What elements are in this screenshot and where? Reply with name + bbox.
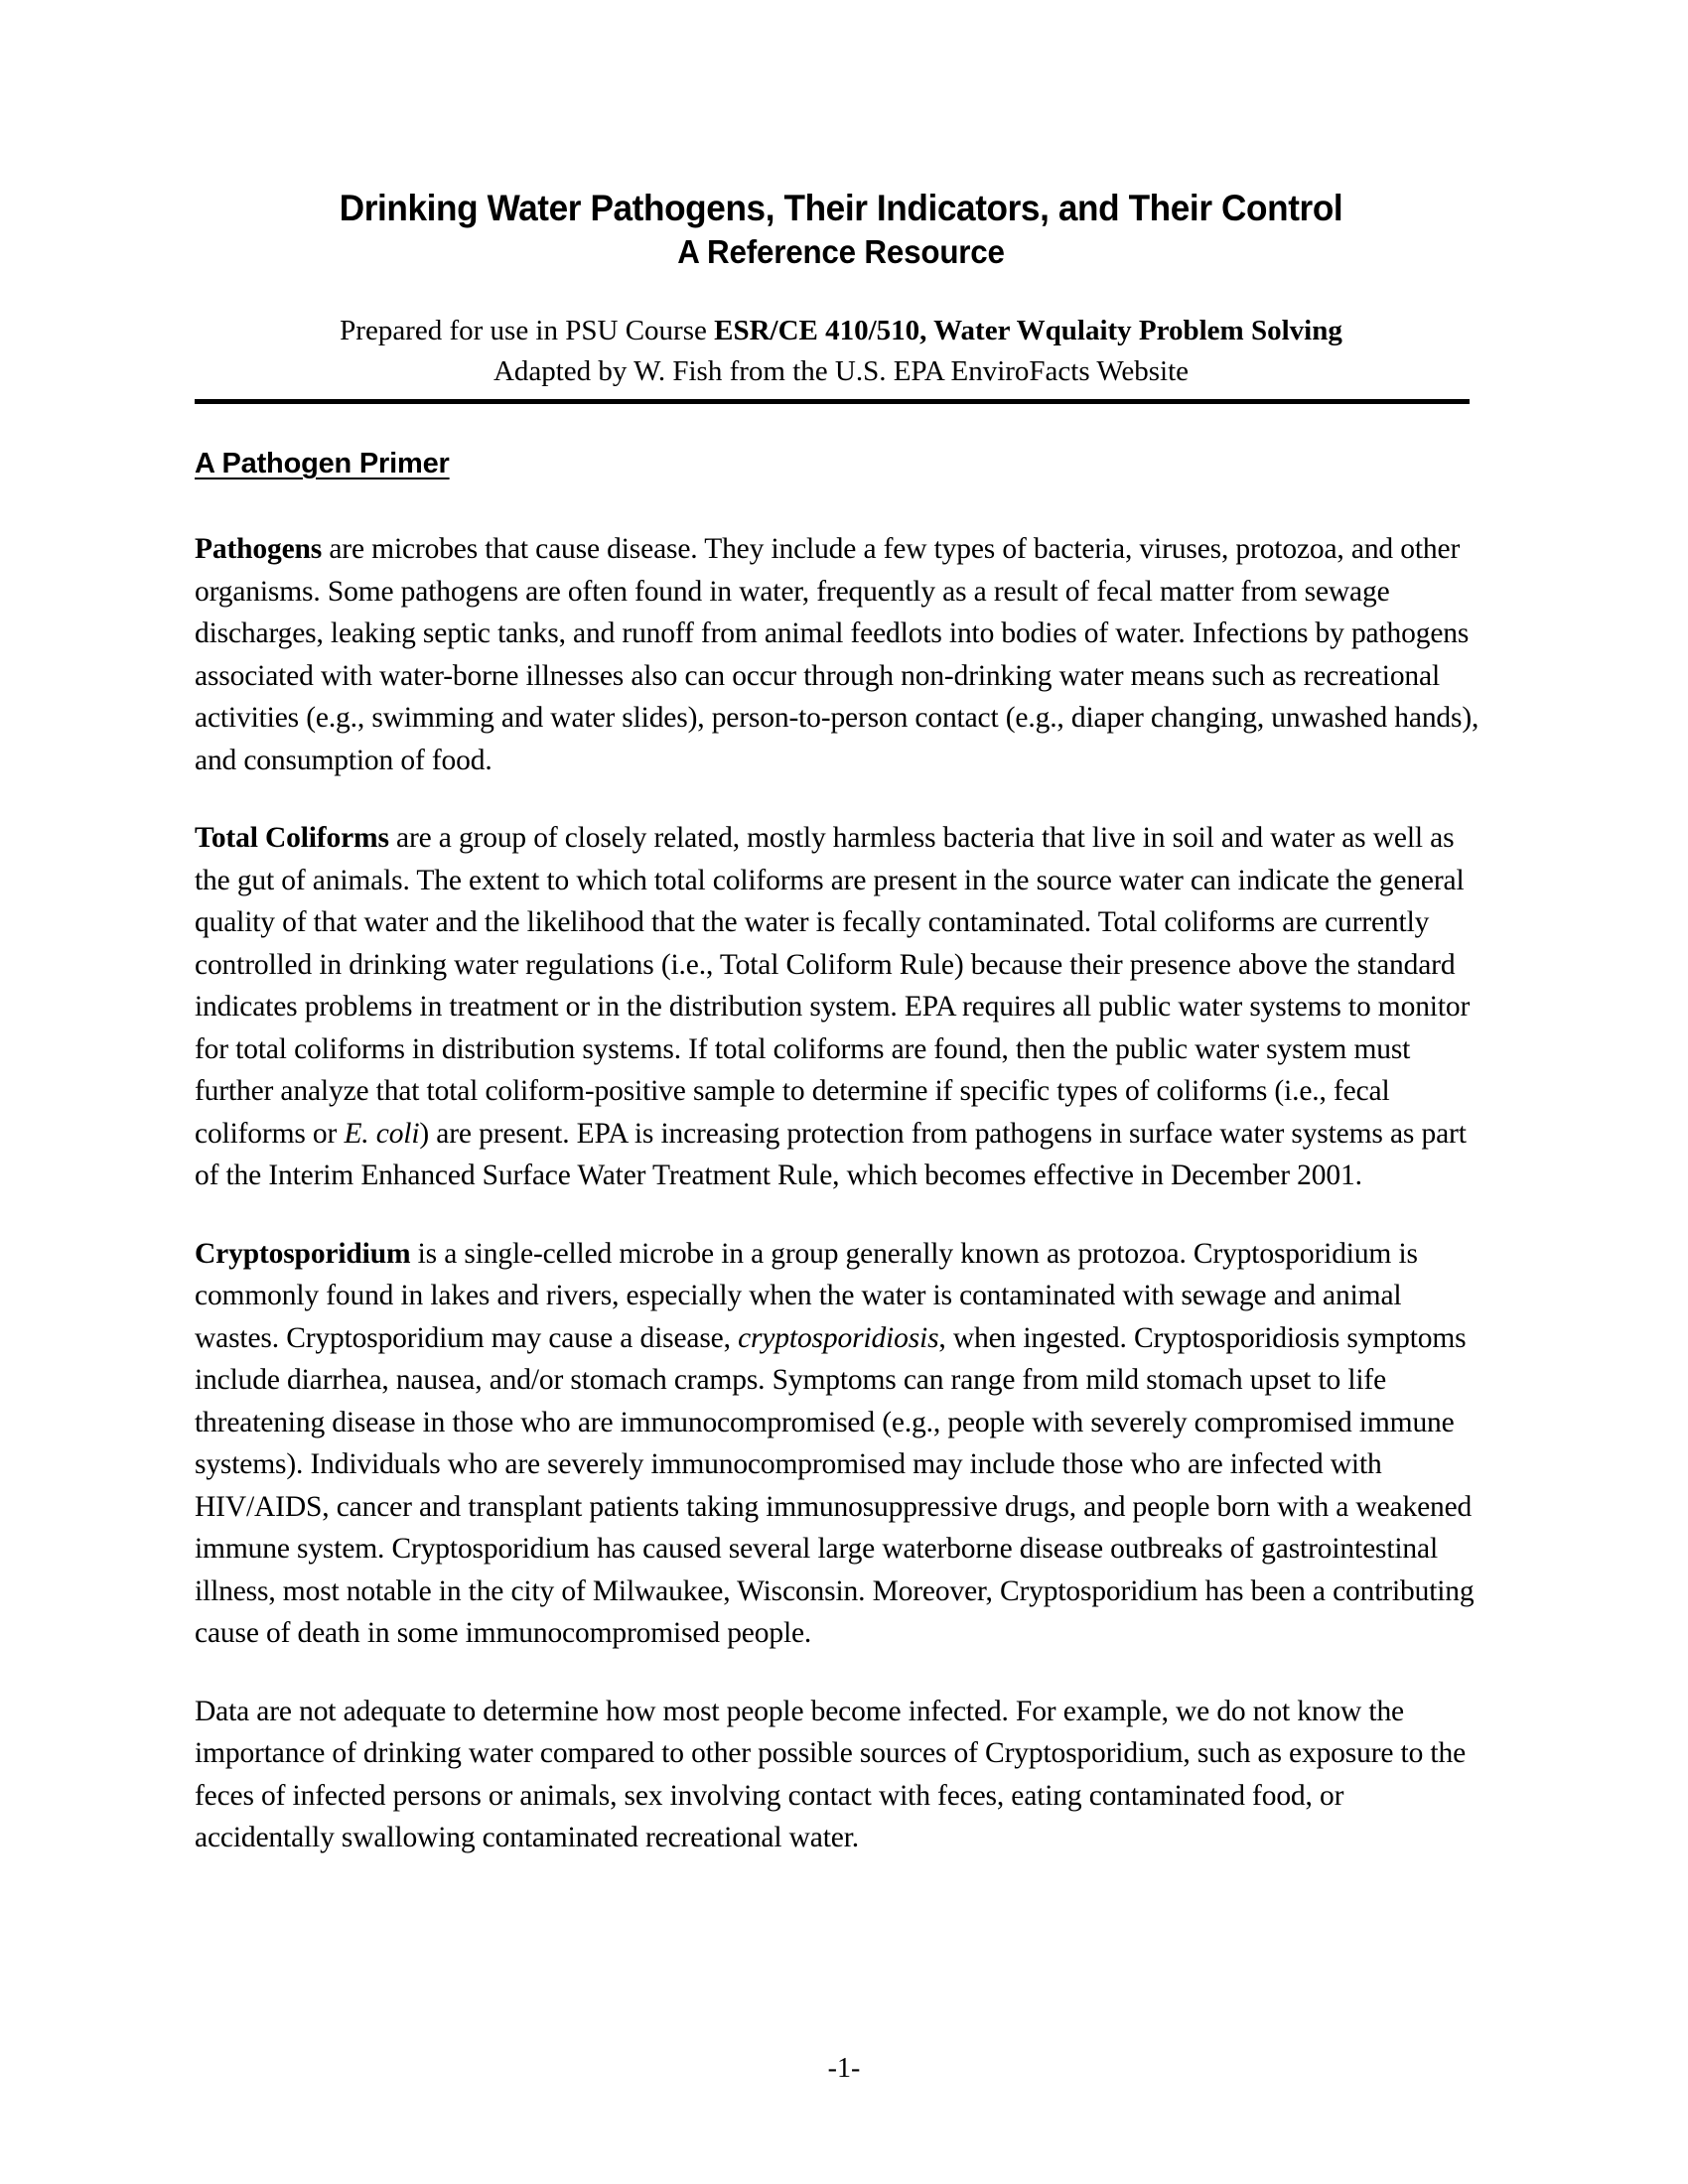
paragraph-body-cryptosporidium-part2: , when ingested. Cryptosporidiosis symptoms include diarrhea, nausea, and/or stomach cramps. Symptoms can range from mild stomach upset to life threatening disease in those who are immunocompromised (e.g., people with severely compromised immune systems). Individuals who are severely immunocompromised may include those who are infected with HIV/AIDS, cancer and transplant patients taking immunosuppressive drugs, and people born with a weakened immune system. Cryptosporidium has caused several large waterborne disease outbreaks of gastrointestinal illness, most notable in the city of Milwaukee, Wisconsin. Moreover, Cryptosporidium has been a contributing cause of death in some immunocompromised people. (195, 1321, 1475, 1649)
prepared-course-line (195, 311, 1487, 351)
adapted-by-line: Adapted by W. Fish from the U.S. EPA EnviroFacts Website (492, 355, 1190, 387)
document-title-line1: Drinking Water Pathogens, Their Indicators, and Their Control (339, 188, 1343, 228)
paragraph-body-data-adequacy: Data are not adequate to determine how most people become infected. For example, we do not know the importance of drinking water compared to other possible sources of Cryptosporidium, such as exposure to the feces of infected persons or animals, sex involving contact with feces, eating contaminated food, or accidentally swallowing contaminated recreational water. (195, 1695, 1467, 1853)
paragraph-body-total-coliforms-part1: are a group of closely related, mostly harmless bacteria that live in soil and water as well as the gut of animals. The extent to which total coliforms are present in the source water can indicate the general quality of that water and the likelihood that the water is fecally contaminated. Total coliforms are currently controlled in drinking water regulations (i.e., Total Coliform Rule) because their presence above the standard indicates problems in treatment or in the distribution system. EPA requires all public water systems to monitor for total coliforms in distribution systems. If total coliforms are found, then the public water system must further analyze that total coliform-positive sample to determine if specific types of coliforms (i.e., fecal coliforms or (195, 822, 1471, 1150)
title-block (195, 0, 1487, 273)
prepared-for-block (195, 311, 1487, 392)
paragraph-total-coliforms (195, 817, 1487, 1197)
course-name: ESR/CE 410/510, Water Wqulaity Problem Solving (714, 315, 1342, 346)
disease-name-cryptosporidiosis: cryptosporidiosis (738, 1321, 939, 1354)
paragraph-body-cryptosporidium-part1: is a single-celled microbe in a group generally known as protozoa. Cryptosporidium is commonly found in lakes and rivers, especially when the water is contaminated with sewage and animal wastes. Cryptosporidium may cause a disease, (195, 1237, 1418, 1354)
paragraph-data-adequacy (195, 1691, 1487, 1859)
page-content (195, 0, 1487, 1888)
paragraph-lead-term-total-coliforms: Total Coliforms (195, 822, 389, 854)
section-heading-pathogen-primer: A Pathogen Primer (195, 448, 450, 479)
paragraph-lead-term-cryptosporidium: Cryptosporidium (195, 1237, 411, 1270)
prepared-prefix: Prepared for use in PSU Course (340, 315, 715, 346)
header-divider (195, 399, 1470, 404)
page-number: -1- (827, 2053, 861, 2084)
paragraph-lead-term-pathogens: Pathogens (195, 533, 323, 565)
document-title-line2: A Reference Resource (677, 233, 1005, 270)
species-name-e-coli: E. coli (344, 1117, 420, 1150)
paragraph-body-pathogens: are microbes that cause disease. They include a few types of bacteria, viruses, protozoa, and other organisms. Some pathogens are often found in water, frequently as a result of fecal matter from sewage discharges, leaking septic tanks, and runoff from animal feedlots into bodies of water. Infections by pathogens associated with water-borne illnesses also can occur through non-drinking water means such as recreational activities (e.g., swimming and water slides), person-to-person contact (e.g., diaper changing, unwashed hands), and consumption of food. (195, 533, 1479, 776)
paragraph-pathogens (195, 528, 1487, 781)
paragraph-cryptosporidium (195, 1233, 1487, 1655)
paragraph-body-total-coliforms-part2: ) are present. EPA is increasing protection from pathogens in surface water systems as part of the Interim Enhanced Surface Water Treatment Rule, which becomes effective in December 2001. (195, 1117, 1467, 1191)
